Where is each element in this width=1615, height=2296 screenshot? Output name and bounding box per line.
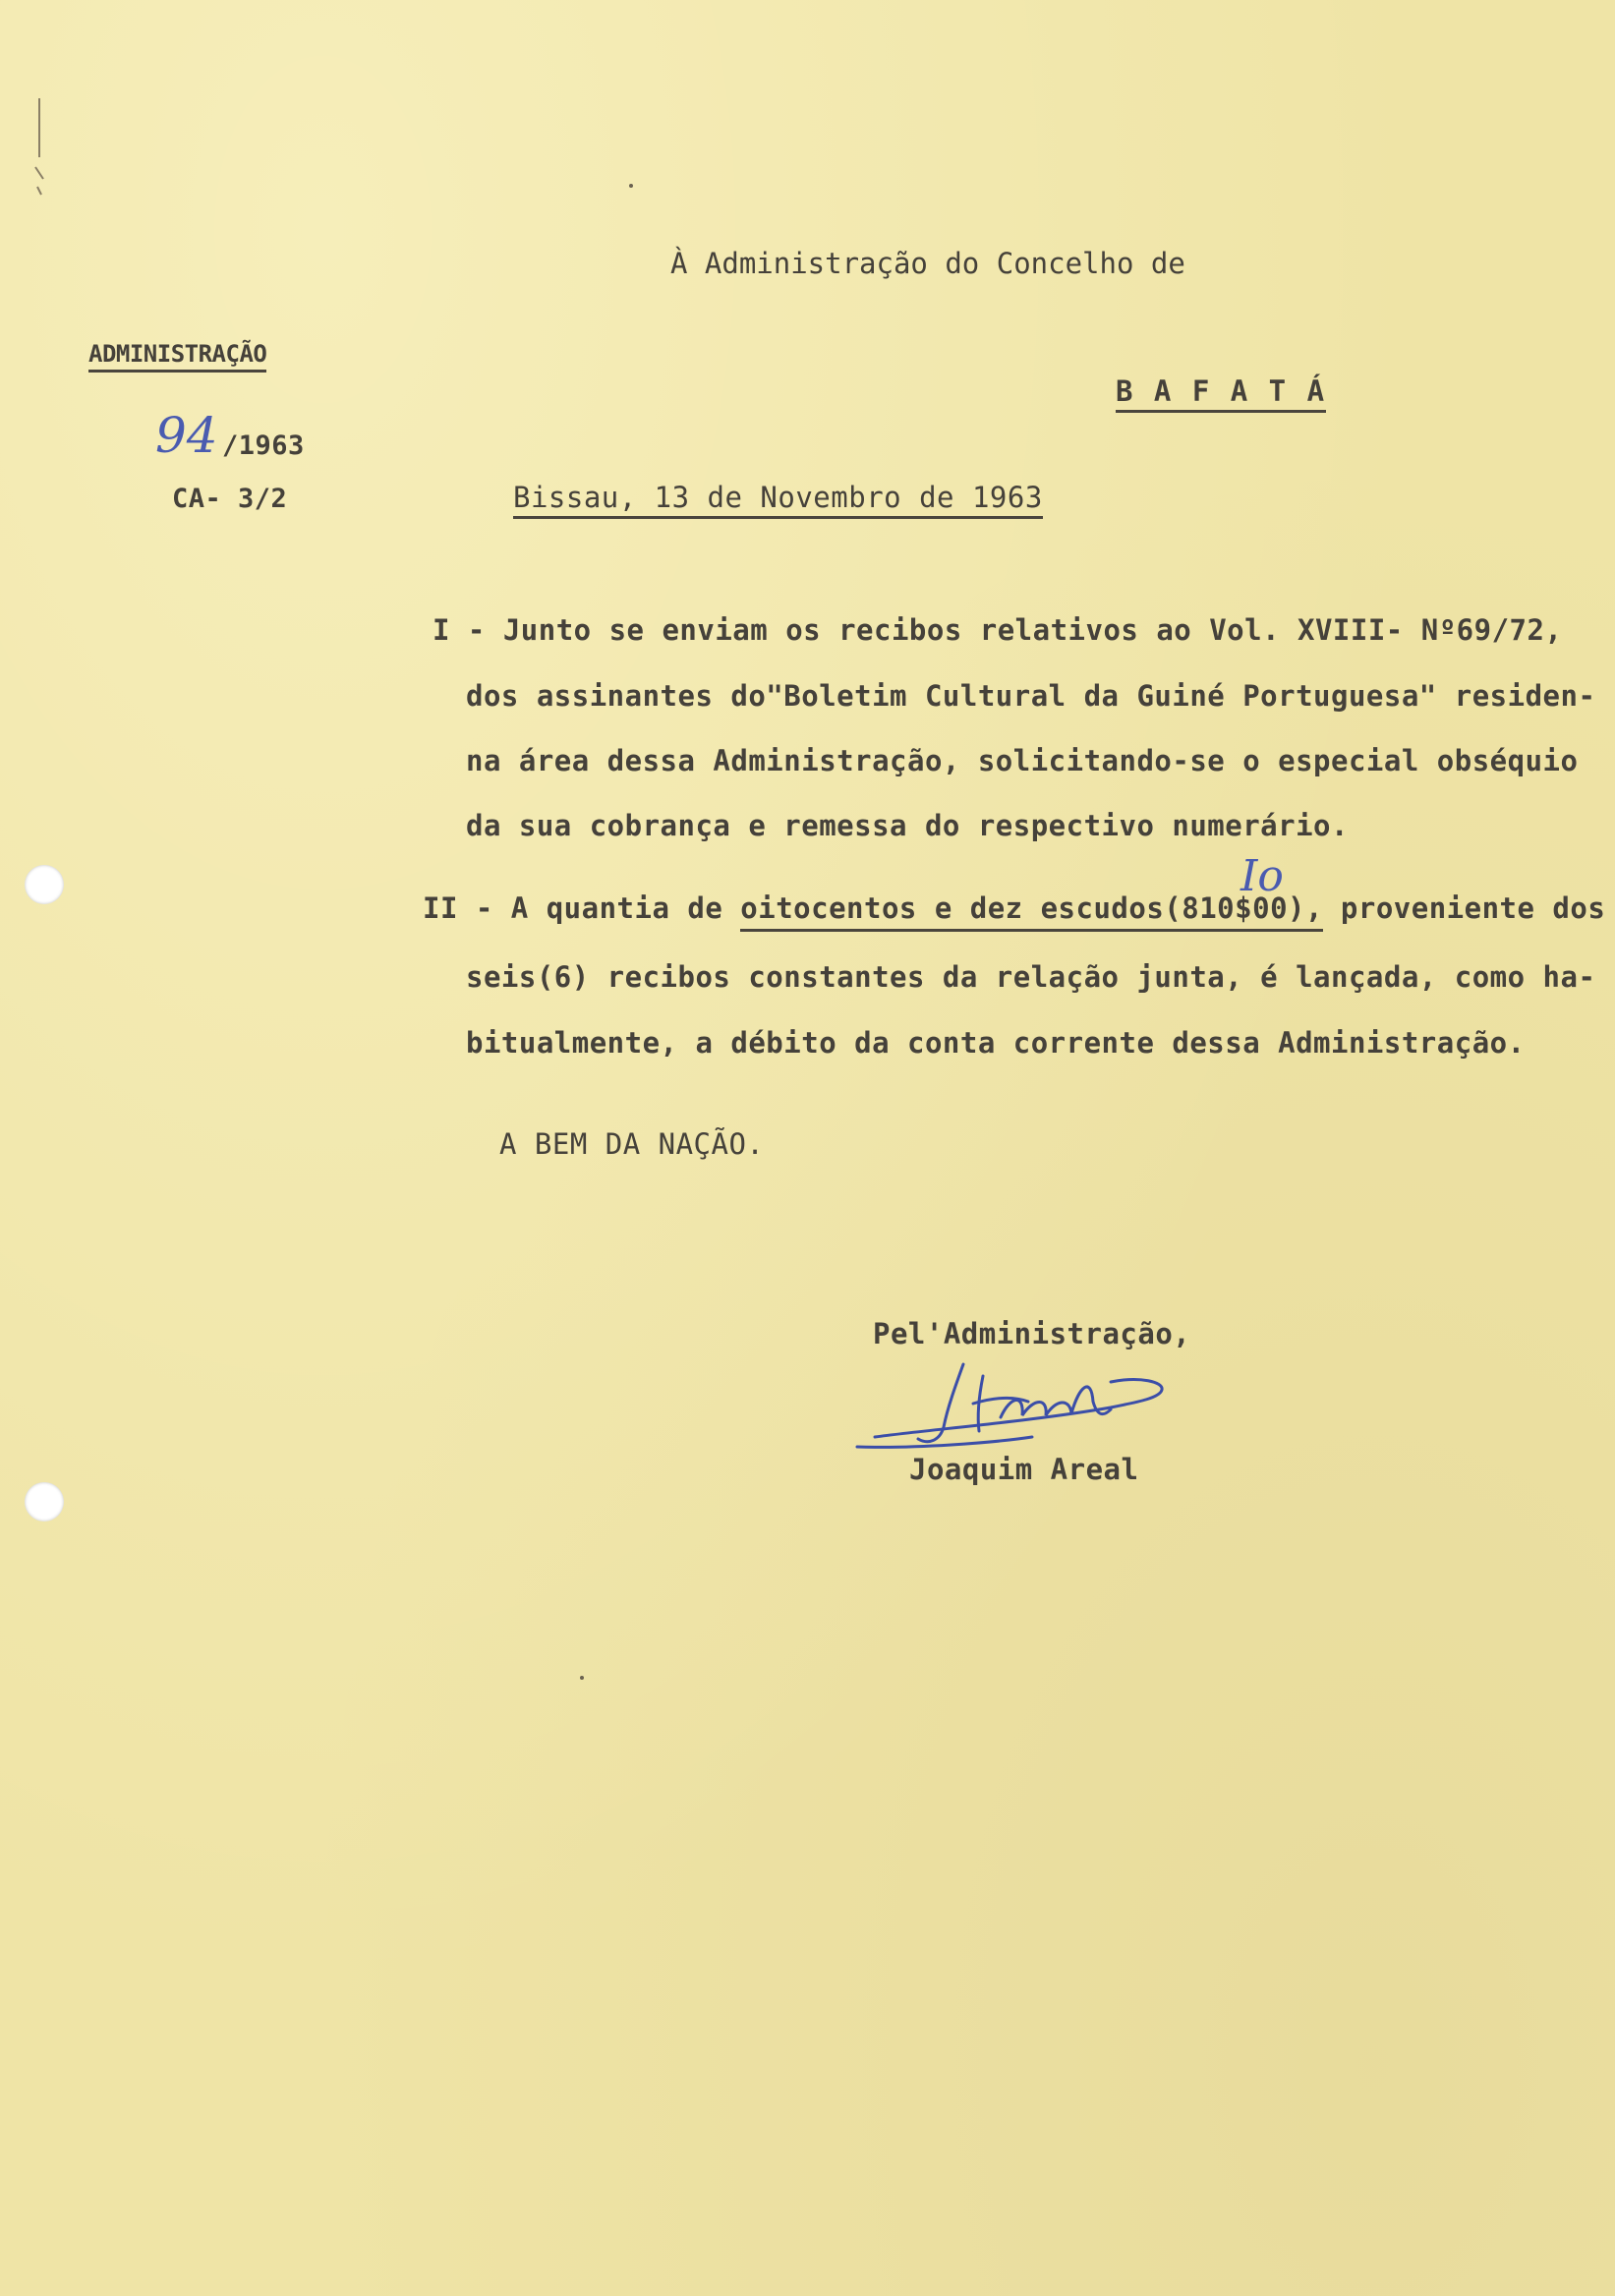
paragraph-2-suffix: proveniente dos	[1322, 891, 1606, 925]
handwritten-signature-icon	[845, 1347, 1180, 1460]
signatory-name: Joaquim Areal	[909, 1453, 1139, 1486]
amount-underlined: oitocentos e dez escudos(810$00),	[740, 891, 1323, 932]
paragraph-2-line-2: seis(6) recibos constantes da relação junta, é lançada, como ha-	[466, 960, 1596, 994]
paragraph-1-line-1: I - Junto se enviam os recibos relativos ao Vol. XVIII- Nº69/72,	[433, 613, 1563, 647]
stamp-header: ADMINISTRAÇÃO	[88, 342, 266, 373]
paragraph-2-prefix: II - A quantia de	[423, 891, 741, 925]
paper-speck	[580, 1676, 584, 1680]
paper-speck	[629, 184, 633, 188]
punch-hole-bottom	[25, 1482, 64, 1521]
paragraph-2-line-1	[423, 891, 1606, 925]
date-line: Bissau, 13 de Novembro de 1963	[513, 484, 1043, 519]
paragraph-1-line-2: dos assinantes do"Boletim Cultural da Guiné Portuguesa" residen-	[466, 679, 1596, 713]
stamp-reference: CA- 3/2	[172, 484, 288, 514]
on-behalf-line: Pel'Administração,	[873, 1317, 1191, 1350]
punch-hole-top	[25, 865, 64, 904]
handwritten-margin-note: Io	[1240, 851, 1284, 901]
paragraph-1-line-3: na área dessa Administração, solicitando-se o especial obséquio	[466, 744, 1579, 777]
addressee-line: À Administração do Concelho de	[670, 247, 1185, 280]
staple-mark-icon	[29, 98, 49, 197]
paragraph-2-line-3: bitualmente, a débito da conta corrente dessa Administração.	[466, 1026, 1526, 1060]
closing-salutation: A BEM DA NAÇÃO.	[499, 1127, 765, 1161]
handwritten-file-number: 94	[155, 407, 218, 464]
paragraph-1-line-4: da sua cobrança e remessa do respectivo numerário.	[466, 809, 1349, 842]
stamp-year: /1963	[222, 430, 305, 461]
addressee-place: B A F A T Á	[1116, 377, 1326, 413]
